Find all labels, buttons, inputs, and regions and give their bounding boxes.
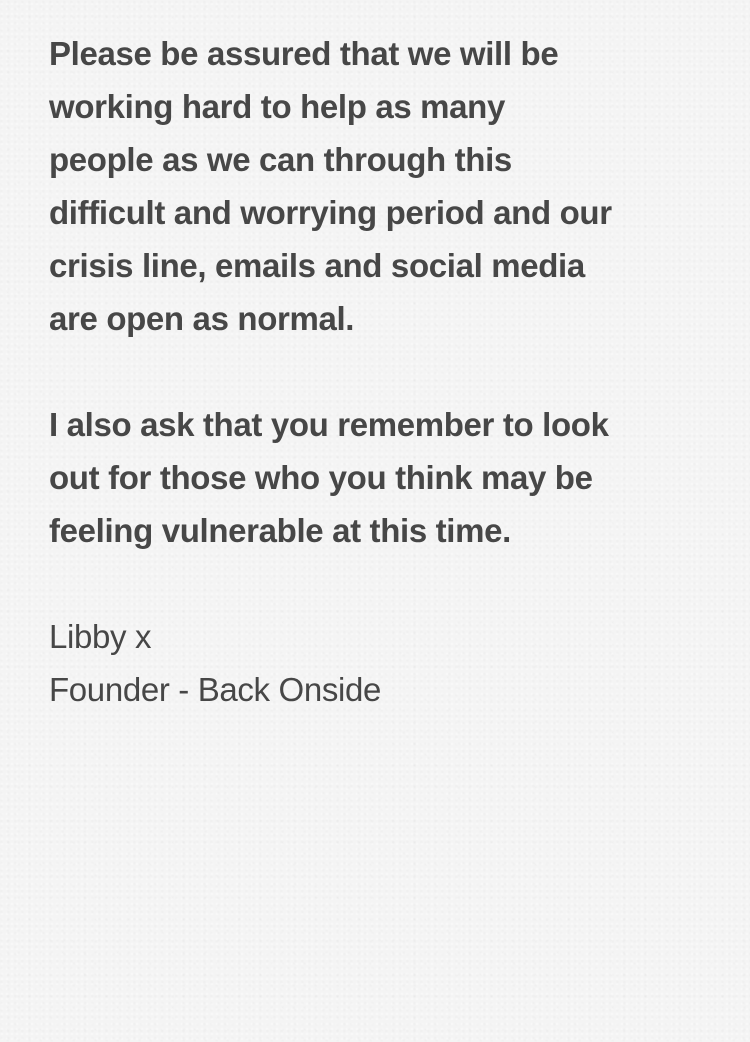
text-line: people as we can through this [49,141,512,178]
text-line: crisis line, emails and social media [49,247,585,284]
paragraph-spacer [49,557,729,610]
text-line: feeling vulnerable at this time. [49,512,511,549]
text-line: out for those who you think may be [49,459,593,496]
text-line: difficult and worrying period and our [49,194,612,231]
signature-title: Founder - Back Onside [49,671,381,708]
signature-name: Libby x [49,618,152,655]
paragraph-request [49,398,729,557]
text-line: Please be assured that we will be [49,35,559,72]
signature-block [49,610,729,716]
paragraph-spacer [49,345,729,398]
note-text-body [49,27,729,716]
text-line: are open as normal. [49,300,355,337]
text-line: I also ask that you remember to look [49,406,609,443]
text-line: working hard to help as many [49,88,505,125]
paragraph-reassurance [49,27,729,345]
